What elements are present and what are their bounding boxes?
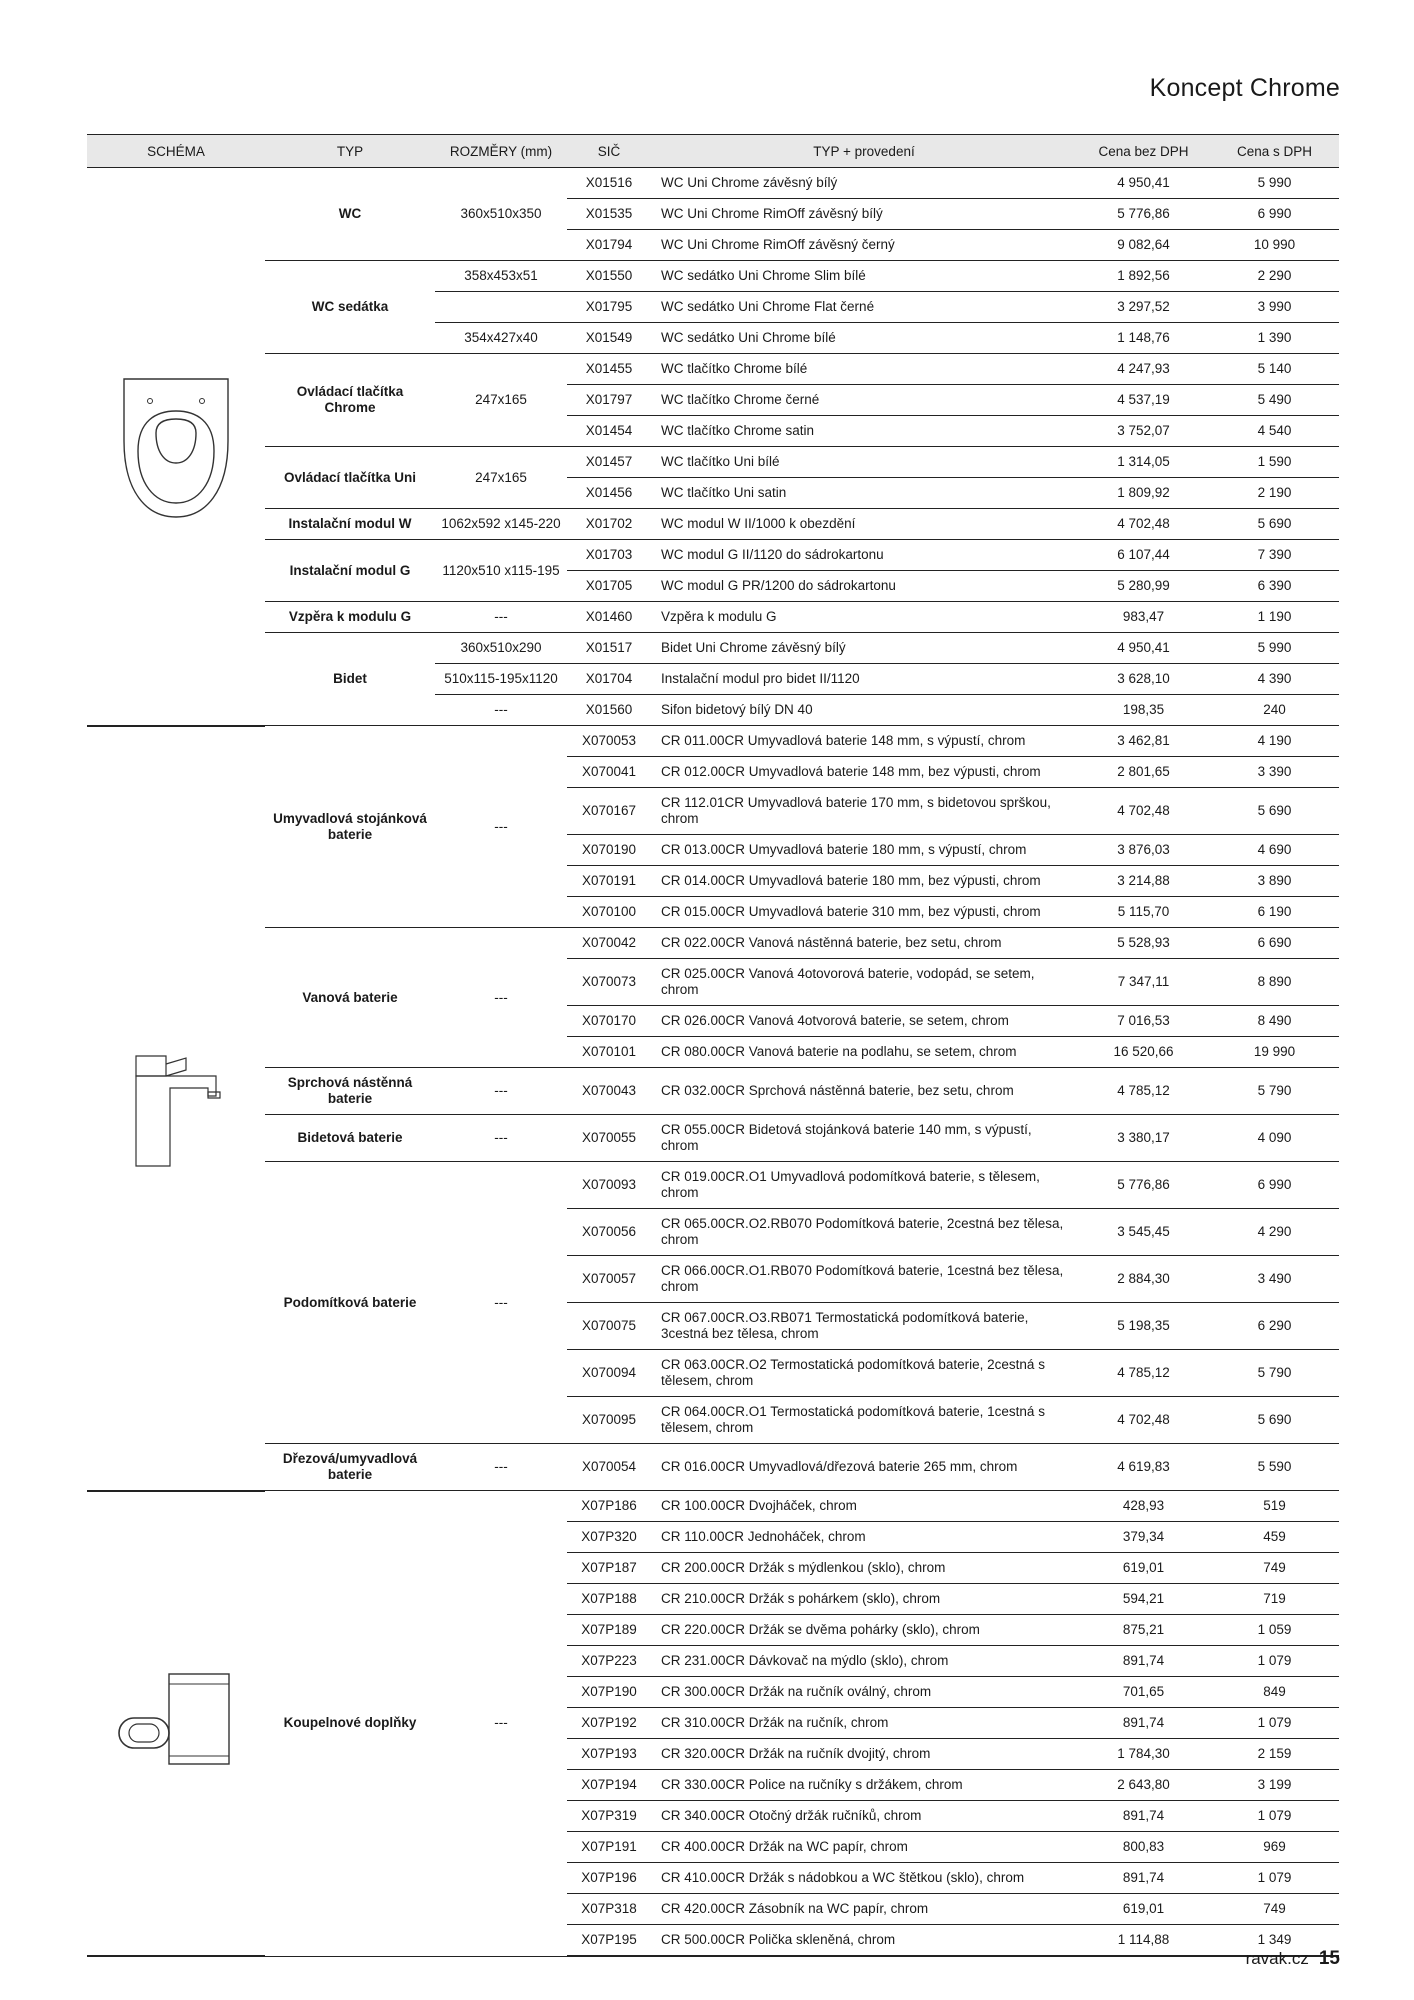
price-net-cell: 2 643,80 (1077, 1770, 1210, 1801)
description-cell: CR 420.00CR Zásobník na WC papír, chrom (651, 1894, 1077, 1925)
sic-cell: X07P318 (567, 1894, 651, 1925)
price-gross-cell: 6 990 (1210, 199, 1339, 230)
price-net-cell: 9 082,64 (1077, 230, 1210, 261)
price-gross-cell: 3 890 (1210, 866, 1339, 897)
price-gross-cell: 19 990 (1210, 1037, 1339, 1068)
type-cell: WC sedátka (265, 261, 435, 354)
description-cell: Vzpěra k modulu G (651, 602, 1077, 633)
description-cell: CR 080.00CR Vanová baterie na podlahu, se setem, chrom (651, 1037, 1077, 1068)
sic-cell: X070073 (567, 959, 651, 1006)
price-net-cell: 3 545,45 (1077, 1209, 1210, 1256)
type-cell: Umyvadlová stojánková baterie (265, 726, 435, 928)
price-net-cell: 4 702,48 (1077, 788, 1210, 835)
price-net-cell: 5 280,99 (1077, 571, 1210, 602)
description-cell: CR 065.00CR.O2.RB070 Podomítková baterie, 2cestná bez tělesa, chrom (651, 1209, 1077, 1256)
price-net-cell: 800,83 (1077, 1832, 1210, 1863)
description-cell: CR 067.00CR.O3.RB071 Termostatická podomítková baterie, 3cestná bez tělesa, chrom (651, 1303, 1077, 1350)
description-cell: CR 011.00CR Umyvadlová baterie 148 mm, s výpustí, chrom (651, 726, 1077, 757)
sic-cell: X07P189 (567, 1615, 651, 1646)
sic-cell: X070043 (567, 1068, 651, 1115)
sic-cell: X070075 (567, 1303, 651, 1350)
price-net-cell: 891,74 (1077, 1801, 1210, 1832)
page-number: 15 (1318, 1948, 1340, 1969)
table-row (87, 1068, 1339, 1115)
sic-cell: X070042 (567, 928, 651, 959)
dimensions-cell: --- (435, 928, 567, 1068)
type-cell: Ovládací tlačítka Uni (265, 447, 435, 509)
price-gross-cell: 1 079 (1210, 1646, 1339, 1677)
price-net-cell: 198,35 (1077, 695, 1210, 726)
sic-cell: X070053 (567, 726, 651, 757)
price-gross-cell: 5 690 (1210, 509, 1339, 540)
description-cell: CR 014.00CR Umyvadlová baterie 180 mm, bez výpusti, chrom (651, 866, 1077, 897)
table-header (87, 135, 1339, 168)
price-gross-cell: 5 140 (1210, 354, 1339, 385)
description-cell: WC tlačítko Chrome bílé (651, 354, 1077, 385)
table-row (87, 1444, 1339, 1491)
price-net-cell: 5 776,86 (1077, 199, 1210, 230)
price-net-cell: 4 785,12 (1077, 1350, 1210, 1397)
table-row (87, 354, 1339, 385)
price-gross-cell: 5 690 (1210, 1397, 1339, 1444)
sic-cell: X07P319 (567, 1801, 651, 1832)
dimensions-cell: --- (435, 1162, 567, 1444)
dimensions-cell: --- (435, 1068, 567, 1115)
toilet-icon (116, 371, 236, 521)
price-gross-cell: 3 990 (1210, 292, 1339, 323)
price-gross-cell: 719 (1210, 1584, 1339, 1615)
description-cell: CR 063.00CR.O2 Termostatická podomítková baterie, 2cestná s tělesem, chrom (651, 1350, 1077, 1397)
dimensions-cell: 1120x510 x115-195 (435, 540, 567, 602)
price-gross-cell: 6 190 (1210, 897, 1339, 928)
price-net-cell: 3 380,17 (1077, 1115, 1210, 1162)
description-cell: CR 320.00CR Držák na ručník dvojitý, chrom (651, 1739, 1077, 1770)
table-row (87, 447, 1339, 478)
sic-cell: X01454 (567, 416, 651, 447)
price-gross-cell: 849 (1210, 1677, 1339, 1708)
table-row (87, 509, 1339, 540)
price-net-cell: 1 314,05 (1077, 447, 1210, 478)
type-cell: Bidetová baterie (265, 1115, 435, 1162)
price-gross-cell: 6 990 (1210, 1162, 1339, 1209)
sic-cell: X01550 (567, 261, 651, 292)
description-cell: CR 015.00CR Umyvadlová baterie 310 mm, bez výpusti, chrom (651, 897, 1077, 928)
sic-cell: X01516 (567, 168, 651, 199)
dimensions-cell (435, 292, 567, 323)
type-cell: Koupelnové doplňky (265, 1491, 435, 1957)
description-cell: CR 400.00CR Držák na WC papír, chrom (651, 1832, 1077, 1863)
price-net-cell: 2 801,65 (1077, 757, 1210, 788)
type-cell: Sprchová nástěnná baterie (265, 1068, 435, 1115)
table-row (87, 633, 1339, 664)
description-cell: CR 220.00CR Držák se dvěma pohárky (sklo), chrom (651, 1615, 1077, 1646)
table-row (87, 261, 1339, 292)
description-cell: CR 013.00CR Umyvadlová baterie 180 mm, s výpustí, chrom (651, 835, 1077, 866)
sic-cell: X070170 (567, 1006, 651, 1037)
description-cell: CR 330.00CR Police na ručníky s držákem, chrom (651, 1770, 1077, 1801)
sic-cell: X070093 (567, 1162, 651, 1209)
description-cell: CR 231.00CR Dávkovač na mýdlo (sklo), chrom (651, 1646, 1077, 1677)
price-gross-cell: 4 090 (1210, 1115, 1339, 1162)
dimensions-cell: --- (435, 726, 567, 928)
type-cell: Dřezová/umyvadlová baterie (265, 1444, 435, 1491)
type-cell: Vzpěra k modulu G (265, 602, 435, 633)
sic-cell: X07P190 (567, 1677, 651, 1708)
sic-cell: X070094 (567, 1350, 651, 1397)
sic-cell: X070057 (567, 1256, 651, 1303)
description-cell: WC sedátko Uni Chrome Flat černé (651, 292, 1077, 323)
type-cell: Instalační modul W (265, 509, 435, 540)
price-net-cell: 4 702,48 (1077, 509, 1210, 540)
dimensions-cell: --- (435, 602, 567, 633)
sic-cell: X01794 (567, 230, 651, 261)
sic-cell: X07P188 (567, 1584, 651, 1615)
sic-cell: X07P320 (567, 1522, 651, 1553)
description-cell: CR 016.00CR Umyvadlová/dřezová baterie 265 mm, chrom (651, 1444, 1077, 1491)
sic-cell: X01705 (567, 571, 651, 602)
sic-cell: X01455 (567, 354, 651, 385)
sic-cell: X070055 (567, 1115, 651, 1162)
price-gross-cell: 5 790 (1210, 1068, 1339, 1115)
description-cell: CR 064.00CR.O1 Termostatická podomítková baterie, 1cestná s tělesem, chrom (651, 1397, 1077, 1444)
description-cell: WC Uni Chrome RimOff závěsný černý (651, 230, 1077, 261)
price-gross-cell: 8 490 (1210, 1006, 1339, 1037)
price-gross-cell: 5 990 (1210, 633, 1339, 664)
sic-cell: X01457 (567, 447, 651, 478)
price-gross-cell: 1 059 (1210, 1615, 1339, 1646)
price-gross-cell: 4 290 (1210, 1209, 1339, 1256)
table-row (87, 1115, 1339, 1162)
price-gross-cell: 3 390 (1210, 757, 1339, 788)
price-net-cell: 891,74 (1077, 1646, 1210, 1677)
price-net-cell: 594,21 (1077, 1584, 1210, 1615)
dimensions-cell: 1062x592 x145-220 (435, 509, 567, 540)
description-cell: WC Uni Chrome závěsný bílý (651, 168, 1077, 199)
price-net-cell: 875,21 (1077, 1615, 1210, 1646)
sic-cell: X01456 (567, 478, 651, 509)
table-row (87, 602, 1339, 633)
dimensions-cell: --- (435, 695, 567, 726)
sic-cell: X070056 (567, 1209, 651, 1256)
table-row (87, 540, 1339, 571)
description-cell: WC sedátko Uni Chrome bílé (651, 323, 1077, 354)
col-provedeni: TYP + provedení (651, 135, 1077, 168)
type-cell: Ovládací tlačítka Chrome (265, 354, 435, 447)
sic-cell: X01549 (567, 323, 651, 354)
price-net-cell: 5 776,86 (1077, 1162, 1210, 1209)
description-cell: WC tlačítko Chrome satin (651, 416, 1077, 447)
price-net-cell: 4 950,41 (1077, 633, 1210, 664)
sic-cell: X070041 (567, 757, 651, 788)
description-cell: CR 055.00CR Bidetová stojánková baterie 140 mm, s výpustí, chrom (651, 1115, 1077, 1162)
description-cell: CR 500.00CR Polička skleněná, chrom (651, 1925, 1077, 1957)
col-schema: SCHÉMA (87, 135, 265, 168)
description-cell: WC tlačítko Uni satin (651, 478, 1077, 509)
price-net-cell: 3 297,52 (1077, 292, 1210, 323)
sic-cell: X01460 (567, 602, 651, 633)
sic-cell: X07P193 (567, 1739, 651, 1770)
price-net-cell: 7 016,53 (1077, 1006, 1210, 1037)
description-cell: CR 112.01CR Umyvadlová baterie 170 mm, s bidetovou sprškou, chrom (651, 788, 1077, 835)
price-net-cell: 701,65 (1077, 1677, 1210, 1708)
dimensions-cell: 247x165 (435, 354, 567, 447)
description-cell: Instalační modul pro bidet II/1120 (651, 664, 1077, 695)
price-net-cell: 3 628,10 (1077, 664, 1210, 695)
dimensions-cell: 360x510x350 (435, 168, 567, 261)
description-cell: CR 300.00CR Držák na ručník oválný, chrom (651, 1677, 1077, 1708)
price-gross-cell: 3 199 (1210, 1770, 1339, 1801)
description-cell: Sifon bidetový bílý DN 40 (651, 695, 1077, 726)
price-gross-cell: 4 390 (1210, 664, 1339, 695)
price-gross-cell: 2 159 (1210, 1739, 1339, 1770)
price-net-cell: 4 702,48 (1077, 1397, 1210, 1444)
type-cell: WC (265, 168, 435, 261)
description-cell: CR 340.00CR Otočný držák ručníků, chrom (651, 1801, 1077, 1832)
dimensions-cell: --- (435, 1115, 567, 1162)
price-gross-cell: 969 (1210, 1832, 1339, 1863)
sic-cell: X070054 (567, 1444, 651, 1491)
sic-cell: X070095 (567, 1397, 651, 1444)
price-gross-cell: 6 690 (1210, 928, 1339, 959)
price-gross-cell: 6 390 (1210, 571, 1339, 602)
price-gross-cell: 4 540 (1210, 416, 1339, 447)
col-sic: SIČ (567, 135, 651, 168)
price-net-cell: 3 876,03 (1077, 835, 1210, 866)
description-cell: WC modul G II/1120 do sádrokartonu (651, 540, 1077, 571)
price-net-cell: 379,34 (1077, 1522, 1210, 1553)
page-title: Koncept Chrome (1149, 74, 1340, 102)
price-gross-cell: 6 290 (1210, 1303, 1339, 1350)
price-gross-cell: 749 (1210, 1553, 1339, 1584)
price-net-cell: 891,74 (1077, 1863, 1210, 1894)
price-gross-cell: 4 190 (1210, 726, 1339, 757)
price-net-cell: 3 462,81 (1077, 726, 1210, 757)
table-row (87, 1491, 1339, 1522)
sic-cell: X07P223 (567, 1646, 651, 1677)
price-gross-cell: 8 890 (1210, 959, 1339, 1006)
sic-cell: X01517 (567, 633, 651, 664)
sic-cell: X01704 (567, 664, 651, 695)
price-net-cell: 5 198,35 (1077, 1303, 1210, 1350)
description-cell: CR 100.00CR Dvojháček, chrom (651, 1491, 1077, 1522)
description-cell: CR 310.00CR Držák na ručník, chrom (651, 1708, 1077, 1739)
description-cell: CR 410.00CR Držák s nádobkou a WC štětkou (sklo), chrom (651, 1863, 1077, 1894)
sic-cell: X07P192 (567, 1708, 651, 1739)
price-gross-cell: 1 349 (1210, 1925, 1339, 1957)
description-cell: WC tlačítko Uni bílé (651, 447, 1077, 478)
price-gross-cell: 4 690 (1210, 835, 1339, 866)
dimensions-cell: 354x427x40 (435, 323, 567, 354)
price-gross-cell: 5 490 (1210, 385, 1339, 416)
price-net-cell: 1 784,30 (1077, 1739, 1210, 1770)
price-gross-cell: 1 079 (1210, 1708, 1339, 1739)
price-gross-cell: 1 390 (1210, 323, 1339, 354)
description-cell: CR 032.00CR Sprchová nástěnná baterie, bez setu, chrom (651, 1068, 1077, 1115)
description-cell: Bidet Uni Chrome závěsný bílý (651, 633, 1077, 664)
price-table (87, 134, 1339, 1957)
price-net-cell: 1 114,88 (1077, 1925, 1210, 1957)
price-gross-cell: 240 (1210, 695, 1339, 726)
footer (1246, 1948, 1340, 1970)
sic-cell: X07P195 (567, 1925, 651, 1957)
sic-cell: X01702 (567, 509, 651, 540)
sic-cell: X01797 (567, 385, 651, 416)
price-gross-cell: 2 190 (1210, 478, 1339, 509)
price-net-cell: 2 884,30 (1077, 1256, 1210, 1303)
description-cell: WC Uni Chrome RimOff závěsný bílý (651, 199, 1077, 230)
description-cell: WC tlačítko Chrome černé (651, 385, 1077, 416)
table-row (87, 928, 1339, 959)
type-cell: Bidet (265, 633, 435, 726)
sic-cell: X070167 (567, 788, 651, 835)
sic-cell: X070190 (567, 835, 651, 866)
sic-cell: X07P187 (567, 1553, 651, 1584)
schema-cell (87, 1491, 265, 1957)
sic-cell: X07P186 (567, 1491, 651, 1522)
price-net-cell: 3 214,88 (1077, 866, 1210, 897)
price-net-cell: 3 752,07 (1077, 416, 1210, 447)
type-cell: Instalační modul G (265, 540, 435, 602)
price-net-cell: 6 107,44 (1077, 540, 1210, 571)
col-price-net: Cena bez DPH (1077, 135, 1210, 168)
price-net-cell: 983,47 (1077, 602, 1210, 633)
sic-cell: X01703 (567, 540, 651, 571)
price-gross-cell: 1 079 (1210, 1863, 1339, 1894)
price-net-cell: 16 520,66 (1077, 1037, 1210, 1068)
description-cell: WC modul G PR/1200 do sádrokartonu (651, 571, 1077, 602)
description-cell: CR 025.00CR Vanová 4otovorová baterie, vodopád, se setem, chrom (651, 959, 1077, 1006)
table-row (87, 168, 1339, 199)
price-net-cell: 891,74 (1077, 1708, 1210, 1739)
price-net-cell: 4 785,12 (1077, 1068, 1210, 1115)
price-net-cell: 5 528,93 (1077, 928, 1210, 959)
price-net-cell: 619,01 (1077, 1553, 1210, 1584)
description-cell: CR 012.00CR Umyvadlová baterie 148 mm, bez výpusti, chrom (651, 757, 1077, 788)
price-net-cell: 1 892,56 (1077, 261, 1210, 292)
sic-cell: X070100 (567, 897, 651, 928)
description-cell: CR 019.00CR.O1 Umyvadlová podomítková baterie, s tělesem, chrom (651, 1162, 1077, 1209)
sic-cell: X070191 (567, 866, 651, 897)
dimensions-cell: 360x510x290 (435, 633, 567, 664)
description-cell: CR 026.00CR Vanová 4otvorová baterie, se setem, chrom (651, 1006, 1077, 1037)
price-gross-cell: 5 990 (1210, 168, 1339, 199)
type-cell: Podomítková baterie (265, 1162, 435, 1444)
price-gross-cell: 749 (1210, 1894, 1339, 1925)
dimensions-cell: --- (435, 1491, 567, 1957)
dimensions-cell: --- (435, 1444, 567, 1491)
sic-cell: X01535 (567, 199, 651, 230)
price-gross-cell: 2 290 (1210, 261, 1339, 292)
price-gross-cell: 519 (1210, 1491, 1339, 1522)
price-net-cell: 5 115,70 (1077, 897, 1210, 928)
description-cell: CR 200.00CR Držák s mýdlenkou (sklo), chrom (651, 1553, 1077, 1584)
price-net-cell: 4 247,93 (1077, 354, 1210, 385)
price-gross-cell: 1 590 (1210, 447, 1339, 478)
price-net-cell: 619,01 (1077, 1894, 1210, 1925)
price-net-cell: 4 537,19 (1077, 385, 1210, 416)
faucet-icon (116, 1048, 236, 1168)
price-gross-cell: 5 690 (1210, 788, 1339, 835)
table-row (87, 1162, 1339, 1209)
sic-cell: X07P191 (567, 1832, 651, 1863)
dimensions-cell: 247x165 (435, 447, 567, 509)
col-rozmery: ROZMĚRY (mm) (435, 135, 567, 168)
price-net-cell: 1 148,76 (1077, 323, 1210, 354)
price-gross-cell: 459 (1210, 1522, 1339, 1553)
price-net-cell: 4 619,83 (1077, 1444, 1210, 1491)
price-gross-cell: 5 790 (1210, 1350, 1339, 1397)
sic-cell: X07P196 (567, 1863, 651, 1894)
price-gross-cell: 1 079 (1210, 1801, 1339, 1832)
dimensions-cell: 358x453x51 (435, 261, 567, 292)
price-net-cell: 4 950,41 (1077, 168, 1210, 199)
description-cell: WC modul W II/1000 k obezdění (651, 509, 1077, 540)
description-cell: CR 210.00CR Držák s pohárkem (sklo), chrom (651, 1584, 1077, 1615)
col-price-gross: Cena s DPH (1210, 135, 1339, 168)
dimensions-cell: 510x115-195x1120 (435, 664, 567, 695)
price-net-cell: 428,93 (1077, 1491, 1210, 1522)
col-typ: TYP (265, 135, 435, 168)
description-cell: CR 022.00CR Vanová nástěnná baterie, bez setu, chrom (651, 928, 1077, 959)
price-gross-cell: 7 390 (1210, 540, 1339, 571)
sic-cell: X01560 (567, 695, 651, 726)
schema-cell (87, 726, 265, 1491)
price-net-cell: 7 347,11 (1077, 959, 1210, 1006)
footer-site: ravak.cz (1245, 1949, 1309, 1968)
description-cell: CR 110.00CR Jednoháček, chrom (651, 1522, 1077, 1553)
type-cell: Vanová baterie (265, 928, 435, 1068)
sic-cell: X01795 (567, 292, 651, 323)
price-gross-cell: 3 490 (1210, 1256, 1339, 1303)
table-row (87, 726, 1339, 757)
price-net-cell: 1 809,92 (1077, 478, 1210, 509)
price-gross-cell: 10 990 (1210, 230, 1339, 261)
tumbler-icon (111, 1668, 241, 1778)
description-cell: CR 066.00CR.O1.RB070 Podomítková baterie, 1cestná bez tělesa, chrom (651, 1256, 1077, 1303)
price-gross-cell: 5 590 (1210, 1444, 1339, 1491)
description-cell: WC sedátko Uni Chrome Slim bílé (651, 261, 1077, 292)
price-gross-cell: 1 190 (1210, 602, 1339, 633)
sic-cell: X070101 (567, 1037, 651, 1068)
sic-cell: X07P194 (567, 1770, 651, 1801)
schema-cell (87, 168, 265, 726)
